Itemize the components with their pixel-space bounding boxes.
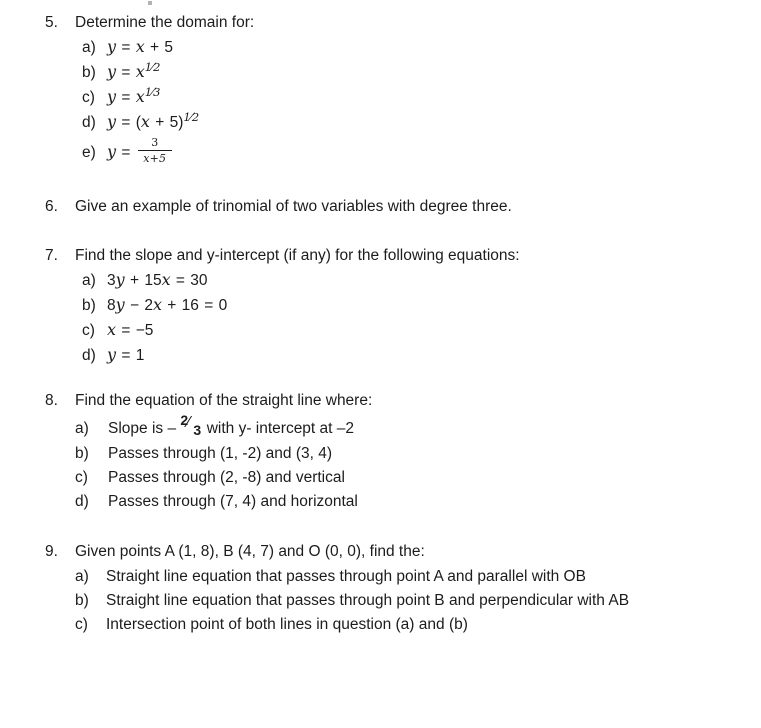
subitem-label-5d: d) (82, 114, 96, 131)
slope-text-before: Slope is – (108, 420, 181, 437)
question-number-5: 5. (45, 14, 58, 31)
subitem-5c (45, 85, 254, 110)
subitem-8a (45, 412, 372, 442)
subitem-label-9b: b) (75, 592, 89, 609)
fraction-slash: ⁄ (187, 414, 191, 431)
question-number-6: 6. (45, 198, 58, 215)
subitem-label-5e: e) (82, 144, 96, 161)
subitem-5e (45, 135, 254, 170)
subitem-text-8c: Passes through (2, -8) and vertical (108, 469, 345, 486)
equation-5a: y = x + 5 (107, 37, 174, 56)
subitem-7c (45, 318, 520, 343)
fraction-3-over-x-plus-5 (138, 137, 172, 165)
fraction-denominator: x+5 (143, 152, 167, 166)
subitem-label-7b: b) (82, 297, 96, 314)
equation-7c: x = −5 (107, 320, 154, 339)
subitem-7b (45, 293, 520, 318)
subitem-9c (45, 613, 629, 637)
question-prompt-7: Find the slope and y-intercept (if any) for the following equations: (75, 247, 520, 264)
question-heading-7 (45, 245, 520, 266)
question-prompt-5: Determine the domain for: (75, 14, 255, 31)
subitem-text-9a: Straight line equation that passes through point A and parallel with OB (106, 568, 586, 585)
subitem-8b (45, 442, 372, 466)
scan-artifact-speck (148, 1, 152, 5)
subitem-label-8c: c) (75, 469, 88, 486)
subitem-7a (45, 268, 520, 293)
question-prompt-9: Given points A (1, 8), B (4, 7) and O (0, 0), find the: (75, 543, 425, 560)
subitems-8 (45, 412, 372, 514)
question-heading-5 (45, 12, 254, 33)
subitem-9a (45, 565, 629, 589)
question-number-9: 9. (45, 543, 58, 560)
subitems-5 (45, 35, 254, 170)
question-block-9 (45, 541, 629, 637)
subitem-label-8d: d) (75, 493, 89, 510)
question-block-6 (45, 196, 512, 217)
equation-5b: $y = x^{1⁄2}$ (107, 59, 161, 81)
question-heading-9 (45, 541, 629, 562)
equation-5c: $y = x^{1⁄3}$ (107, 84, 161, 106)
equation-5e: y = $\frac{3}{x+5}$ (107, 135, 174, 170)
subitem-text-8b: Passes through (1, -2) and (3, 4) (108, 445, 333, 462)
subitems-9 (45, 565, 629, 637)
fraction-numerator: 2 (180, 412, 189, 428)
subitem-8d (45, 490, 372, 514)
fraction-two-thirds (180, 412, 202, 438)
equation-5d: $y = (x + 5)^{1⁄2}$ (107, 109, 199, 131)
subitem-5d (45, 110, 254, 135)
subitem-label-7a: a) (82, 272, 96, 289)
question-block-7 (45, 245, 520, 368)
slope-text-after: with y- intercept at –2 (202, 420, 355, 437)
equation-7d: y = 1 (107, 345, 145, 364)
question-prompt-6: Give an example of trinomial of two variables with degree three. (75, 198, 512, 215)
subitem-label-5a: a) (82, 39, 96, 56)
question-heading-6 (45, 196, 512, 217)
subitem-label-8a: a) (75, 420, 89, 437)
subitem-label-5b: b) (82, 64, 96, 81)
subitem-text-8d: Passes through (7, 4) and horizontal (108, 493, 358, 510)
question-heading-8 (45, 390, 372, 411)
subitem-8c (45, 466, 372, 490)
subitem-text-9b: Straight line equation that passes through point B and perpendicular with AB (106, 592, 630, 609)
subitem-label-8b: b) (75, 445, 89, 462)
equation-7b: 8y − 2x + 16 = 0 (107, 295, 228, 314)
subitem-label-9c: c) (75, 616, 88, 633)
subitem-label-5c: c) (82, 89, 95, 106)
equation-7a: 3y + 15x = 30 (107, 270, 208, 289)
question-number-8: 8. (45, 392, 58, 409)
subitem-9b (45, 589, 629, 613)
subitem-text-8a (108, 412, 355, 442)
subitem-label-7c: c) (82, 322, 95, 339)
fraction-denominator: 3 (193, 422, 202, 438)
subitem-label-7d: d) (82, 347, 96, 364)
question-number-7: 7. (45, 247, 58, 264)
subitems-7 (45, 268, 520, 368)
question-block-5 (45, 12, 254, 170)
fraction-numerator: 3 (151, 135, 159, 149)
question-block-8 (45, 390, 372, 514)
subitem-text-9c: Intersection point of both lines in question (a) and (b) (106, 616, 468, 633)
subitem-7d (45, 343, 520, 368)
subitem-label-9a: a) (75, 568, 89, 585)
question-prompt-8: Find the equation of the straight line where: (75, 392, 373, 409)
